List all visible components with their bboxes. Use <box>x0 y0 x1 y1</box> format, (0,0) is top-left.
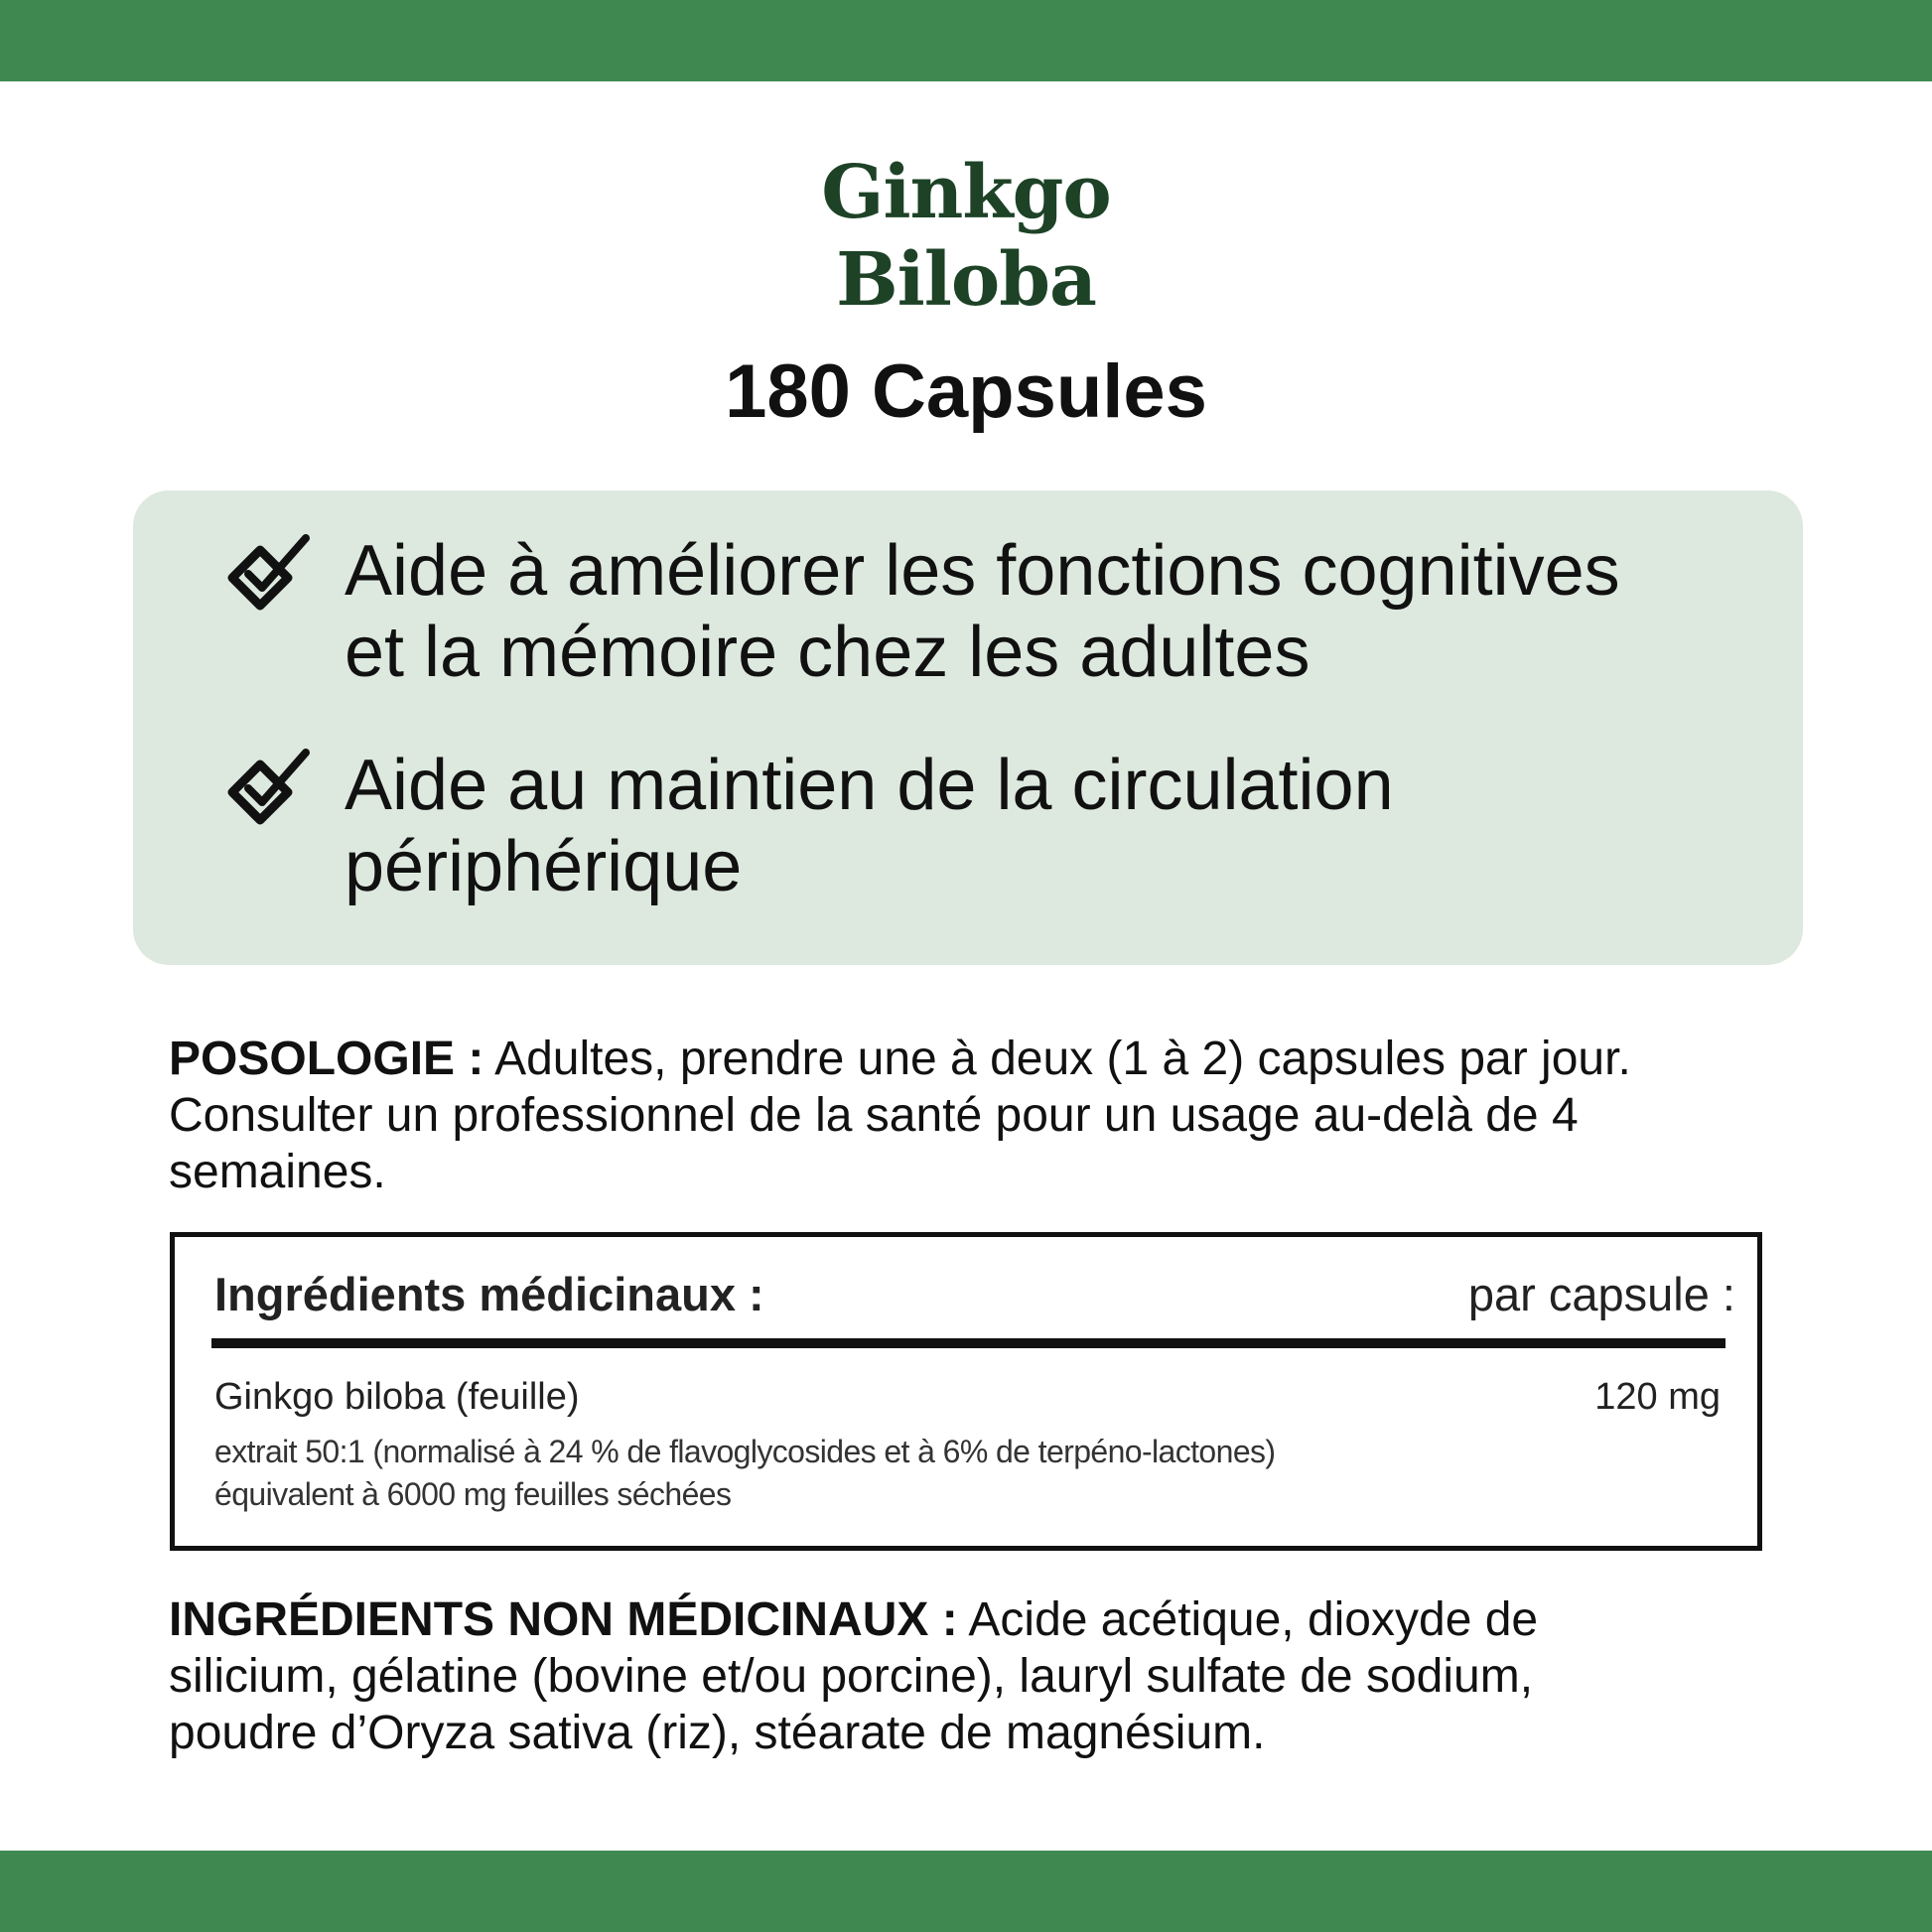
claims-panel <box>133 490 1803 965</box>
claim-text-line: et la mémoire chez les adultes <box>345 613 1311 692</box>
non-medicinal-text: Acide acétique, dioxyde de <box>957 1593 1539 1646</box>
dosage-section <box>169 1031 1777 1200</box>
non-medicinal-label: INGRÉDIENTS NON MÉDICINAUX : <box>169 1593 958 1646</box>
claim-text-line: Aide au maintien de la circulation <box>345 746 1394 825</box>
table-header-label: Ingrédients médicinaux : <box>214 1268 764 1320</box>
top-color-band <box>0 0 1932 81</box>
checkbox-check-icon <box>226 749 312 834</box>
product-name-line-2: Biloba <box>836 237 1096 323</box>
ingredient-name: Ginkgo biloba (feuille) <box>214 1376 580 1418</box>
non-medicinal-line: poudre d’Oryza sativa (riz), stéarate de magnésium. <box>169 1707 1266 1759</box>
ingredient-detail-line: extrait 50:1 (normalisé à 24 % de flavoglycosides et à 6% de terpéno-lactones) <box>214 1434 1276 1469</box>
medicinal-ingredients-table <box>170 1232 1762 1551</box>
table-header-unit: par capsule : <box>1467 1268 1735 1320</box>
non-medicinal-line <box>169 1591 1777 1648</box>
non-medicinal-line: silicium, gélatine (bovine et/ou porcine), lauryl sulfate de sodium, <box>169 1650 1534 1703</box>
checkbox-check-icon <box>226 534 312 620</box>
capsule-count: 180 Capsules <box>725 349 1207 434</box>
dosage-line: Consulter un professionnel de la santé pour un usage au-delà de 4 <box>169 1089 1579 1142</box>
dosage-text: Adultes, prendre une à deux (1 à 2) capsules par jour. <box>483 1033 1631 1085</box>
product-name <box>0 149 1932 324</box>
ingredient-amount: 120 mg <box>1594 1376 1721 1418</box>
bottom-color-band <box>0 1851 1932 1932</box>
non-medicinal-ingredients-section <box>169 1591 1777 1761</box>
ingredient-detail <box>214 1431 1275 1516</box>
dosage-line: semaines. <box>169 1146 386 1198</box>
claim-text-line: périphérique <box>345 827 743 906</box>
ingredient-detail-line: équivalent à 6000 mg feuilles séchées <box>214 1476 732 1512</box>
table-divider <box>211 1338 1725 1348</box>
product-name-line-1: Ginkgo <box>821 150 1111 235</box>
claim-text-line: Aide à améliorer les fonctions cognitives <box>345 531 1620 611</box>
dosage-label: POSOLOGIE : <box>169 1033 484 1085</box>
dosage-line <box>169 1031 1777 1087</box>
